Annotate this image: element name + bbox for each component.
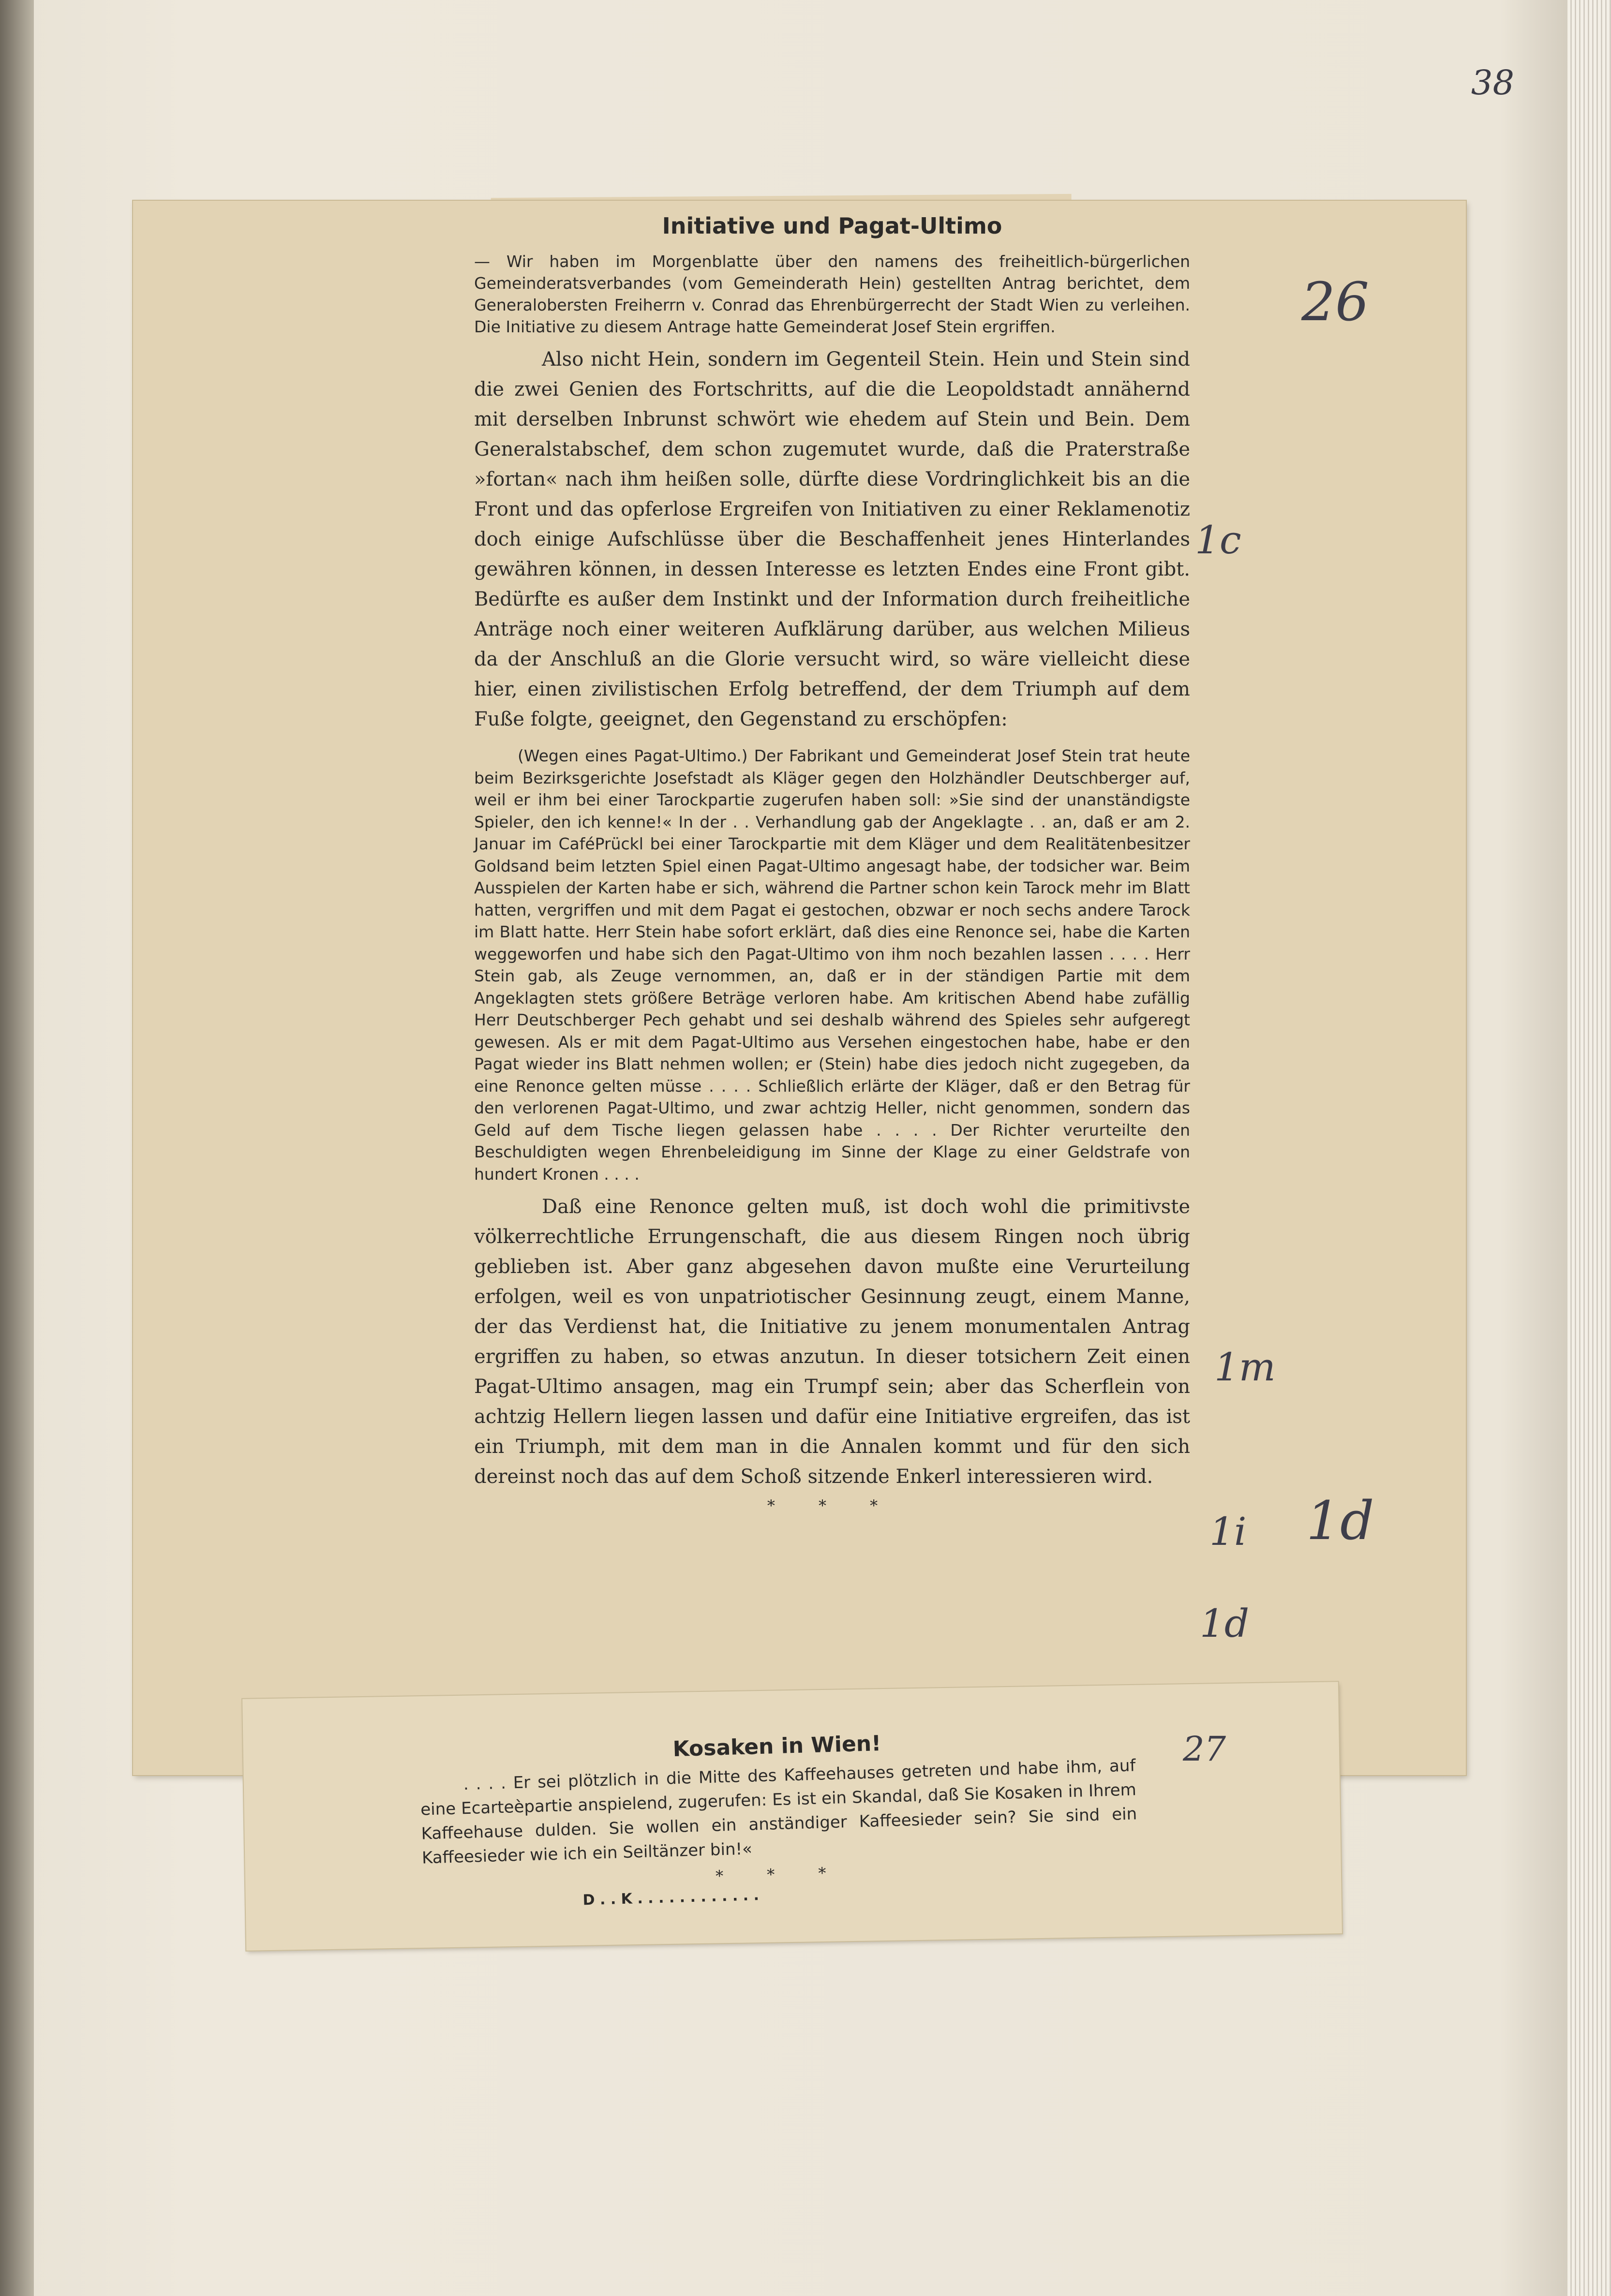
second-article-cut-line: D . . K . . . . . . . . . . . . — [582, 1887, 760, 1909]
page-number: 38 — [1471, 63, 1514, 103]
annotation-1d-right: 1d — [1306, 1490, 1374, 1552]
annotation-1m: 1m — [1214, 1345, 1276, 1390]
album-spine — [0, 0, 34, 2296]
article-second — [418, 1724, 1139, 1910]
second-article-title: Kosaken in Wien! — [672, 1731, 881, 1762]
article-main — [474, 208, 1190, 1515]
annotation-1d-lower: 1d — [1200, 1601, 1250, 1646]
article-body-2: Daß eine Renonce gelten muß, ist doch wohl die primitivste völkerrechtliche Errungenschaft, die aus diesem Ringen noch übrig geblieben ist. Aber ganz abgesehen davon mußte eine Verurteilung erfolgen, weil es von unpatriotischer Gesinnung zeugt, einem Manne, der das Verdienst hat, die Initiative zu jenem monumentalen Antrag ergriffen zu haben, so etwas anzutun. In dieser totsichern Zeit einen Pagat-Ultimo ansagen, mag ein Trumpf sein; aber das Scherflein von achtzig Hellern liegen lassen und dafür eine Initiative ergreifen, das ist ein Triumph, mit dem man in die Annalen kommt und für den sich dereinst noch das auf dem Schoß sitzende Enkerl interessieren wird. — [474, 1196, 1190, 1488]
annotation-1i: 1i — [1209, 1509, 1247, 1554]
annotation-1c: 1c — [1195, 518, 1241, 563]
article-separator: * * * — [767, 1496, 897, 1515]
article-body-1: Also nicht Hein, sondern im Gegenteil Stein. Hein und Stein sind die zwei Genien des Fortschritts, auf die die Leopoldstadt annähernd mit derselben Inbrunst schwört wie ehedem auf Stein und Bein. Dem Generalstabschef, dem schon zugemutet wurde, daß die Praterstraße »fortan« nach ihm heißen solle, dürfte diese Vordringlichkeit bis an die Front und das opferlose Ergreifen von Initiativen zu einer Reklamenotiz doch einige Aufschlüsse über die Beschaffenheit jenes Hinterlandes gewähren können, in dessen Interesse es letzten Endes eine Front gibt. Bedürfte es außer dem Instinkt und der Information durch freiheitliche Anträge noch einer weiteren Aufklärung darüber, aus welchen Milieus da der Anschluß an die Glorie versucht wird, so wäre vielleicht diese hier, einen zivilistischen Erfolg betreffend, der dem Triumph auf dem Fuße folgte, geeignet, den Gegenstand zu erschöpfen: — [474, 348, 1190, 730]
article-lead: — Wir haben im Morgenblatte über den namens des freiheitlich-bürgerlichen Gemeinderatsverbandes (vom Gemeinderath Hein) gestellten Antrag berichtet, dem Generalobersten Freiherrn v. Conrad das Ehrenbürgerrecht der Stadt Wien zu verleihen. Die Initiative zu diesem Antrage hatte Gemeinderat Josef Stein ergriffen. — [474, 252, 1190, 336]
article-quote: (Wegen eines Pagat-Ultimo.) Der Fabrikant und Gemeinderat Josef Stein trat heute beim Bezirksgerichte Josefstadt als Kläger gegen den Holzhändler Deutschberger auf, weil er ihm bei einer Tarockpartie zugerufen haben soll: »Sie sind der unanständigste Spieler, den ich kenne!« In der . . Verhandlung gab der Angeklagte . . an, daß er am 2. Januar im CaféPrückl bei einer Tarockpartie mit dem Kläger und dem Realitätenbesitzer Goldsand beim letzten Spiel einen Pagat-Ultimo angesagt habe, der todsicher war. Beim Ausspielen der Karten habe er sich, während die Partner schon kein Tarock mehr im Blatt hatten, vergriffen und mit dem Pagat ei gestochen, obzwar er noch sechs andere Tarock im Blatt hatte. Herr Stein habe sofort erklärt, daß dies eine Renonce sei, habe die Karten weggeworfen und habe sich den Pagat-Ultimo von ihm noch bezahlen lassen . . . . Herr Stein gab, als Zeuge vernommen, an, daß er in der ständigen Partie mit dem Angeklagten stets größere Beträge verloren habe. Am kritischen Abend habe zufällig Herr Deutschberger Pech gehabt und sei deshalb während des Spieles sehr aufgeregt gewesen. Als er mit dem Pagat-Ultimo aus Versehen eingestochen habe, habe er den Pagat wieder ins Blatt nehmen wollen; er (Stein) habe dies jedoch nicht zugegeben, da eine Renonce gelten müsse . . . . Schließlich erlärte der Kläger, daß er den Betrag für den verlorenen Pagat-Ultimo, und zwar achtzig Heller, nicht genommen, sondern das Geld auf dem Tische liegen gelassen habe . . . . Der Richter verurteilte den Beschuldigten wegen Ehrenbeleidigung im Sinne der Klage zu einer Geldstrafe von hundert Kronen . . . . — [474, 746, 1190, 1184]
second-article-separator: * * * — [715, 1863, 846, 1885]
second-article-text: . . . . Er sei plötzlich in die Mitte des Kaffeehauses getreten und habe ihm, auf eine Ecarteèpartie anspielend, zugerufen: Es ist ein Skandal, daß Sie Kosaken in Ihrem Kaffeehause dulden. Sie wollen ein anständiger Kaffeesieder sein? Sie sind ein Kaffeesieder wie ich ein Seiltänzer bin!« — [420, 1756, 1137, 1868]
annotation-27: 27 — [1183, 1729, 1226, 1769]
annotation-26: 26 — [1301, 271, 1369, 333]
page-stack-edge — [1567, 0, 1611, 2296]
article-title: Initiative und Pagat-Ultimo — [662, 213, 1002, 239]
